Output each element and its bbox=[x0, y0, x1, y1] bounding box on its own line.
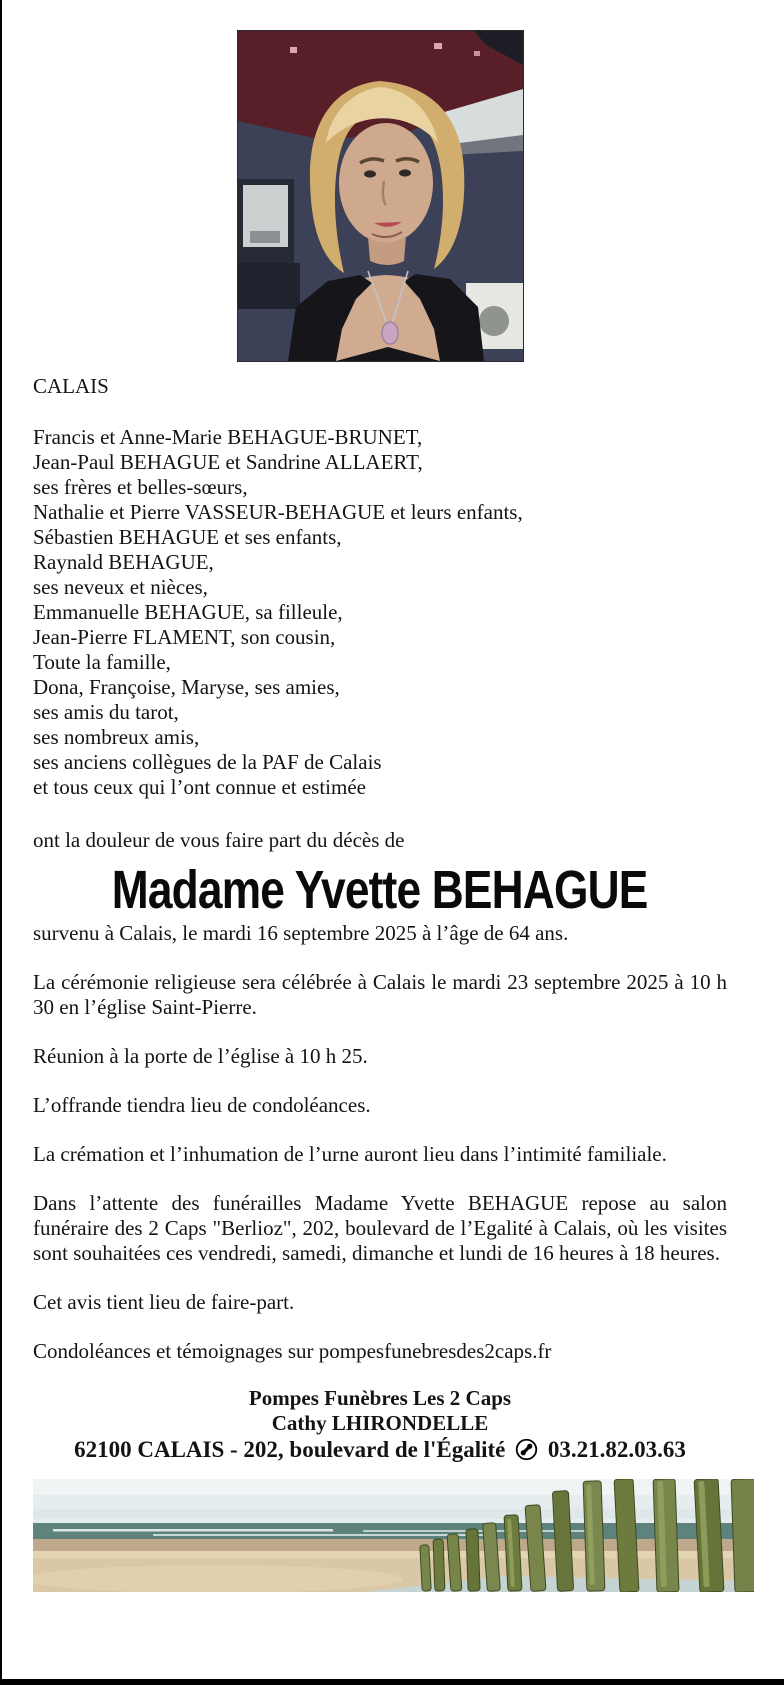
deceased-name-row bbox=[33, 861, 727, 919]
phone-icon bbox=[515, 1438, 538, 1461]
portrait-photo-container bbox=[237, 30, 524, 362]
funeral-home-name: Pompes Funèbres Les 2 Caps bbox=[248, 1386, 512, 1410]
family-line: Jean-Pierre FLAMENT, son cousin, bbox=[33, 625, 336, 649]
family-line: Dona, Françoise, Maryse, ses amies, bbox=[33, 675, 340, 699]
faire-part-paragraph: Cet avis tient lieu de faire-part. bbox=[33, 1290, 295, 1314]
funeral-home-paragraph: Dans l’attente des funérailles Madame Yvette BEHAGUE repose au salon funéraire des 2 Caps "Berlioz", 202, boulevard de l’Egalité à Calais, où les visites sont souhaitées ces vendredi, samedi, dimanche et lundi de 16 heures à 18 heures. bbox=[33, 1191, 727, 1265]
offering-paragraph: L’offrande tiendra lieu de condoléances. bbox=[33, 1093, 371, 1117]
cremation-paragraph: La crémation et l’inhumation de l’urne auront lieu dans l’intimité familiale. bbox=[33, 1142, 667, 1166]
family-line: Nathalie et Pierre VASSEUR-BEHAGUE et leurs enfants, bbox=[33, 500, 523, 524]
announcement-line: ont la douleur de vous faire part du décès de bbox=[33, 828, 405, 852]
family-line: Emmanuelle BEHAGUE, sa filleule, bbox=[33, 600, 343, 624]
family-line: ses frères et belles-sœurs, bbox=[33, 475, 248, 499]
family-line: Francis et Anne-Marie BEHAGUE-BRUNET, bbox=[33, 425, 423, 449]
family-line: Raynald BEHAGUE, bbox=[33, 550, 214, 574]
beach-photo bbox=[33, 1479, 754, 1592]
page-left-border bbox=[0, 0, 2, 1685]
family-line: et tous ceux qui l’ont connue et estimée bbox=[33, 775, 366, 799]
funeral-home-address-line bbox=[33, 1436, 727, 1463]
city-label: CALAIS bbox=[33, 374, 109, 398]
condolences-paragraph: Condoléances et témoignages sur pompesfunebresdes2caps.fr bbox=[33, 1339, 552, 1363]
family-line: Jean-Paul BEHAGUE et Sandrine ALLAERT, bbox=[33, 450, 423, 474]
funeral-home-footer bbox=[33, 1386, 727, 1463]
family-line: ses amis du tarot, bbox=[33, 700, 179, 724]
family-line: ses neveux et nièces, bbox=[33, 575, 208, 599]
beach-photo-container bbox=[33, 1479, 754, 1592]
death-details-line: survenu à Calais, le mardi 16 septembre 2025 à l’âge de 64 ans. bbox=[33, 921, 569, 945]
address-text: 62100 CALAIS - 202, boulevard de l'Égalité bbox=[74, 1437, 506, 1462]
family-line: Sébastien BEHAGUE et ses enfants, bbox=[33, 525, 342, 549]
ceremony-paragraph: La cérémonie religieuse sera célébrée à Calais le mardi 23 septembre 2025 à 10 h 30 en l’église Saint-Pierre. bbox=[33, 970, 727, 1019]
meeting-paragraph: Réunion à la porte de l’église à 10 h 25. bbox=[33, 1044, 368, 1068]
funeral-home-contact: Cathy LHIRONDELLE bbox=[271, 1411, 489, 1435]
phone-number: 03.21.82.03.63 bbox=[547, 1437, 686, 1462]
family-line: ses anciens collègues de la PAF de Calais bbox=[33, 750, 382, 774]
portrait-photo bbox=[237, 30, 524, 362]
deceased-name: Madame Yvette BEHAGUE bbox=[112, 860, 648, 920]
obituary-notice bbox=[33, 0, 727, 1592]
page-bottom-border bbox=[0, 1679, 784, 1685]
family-list bbox=[33, 425, 727, 800]
family-line: ses nombreux amis, bbox=[33, 725, 200, 749]
family-line: Toute la famille, bbox=[33, 650, 171, 674]
